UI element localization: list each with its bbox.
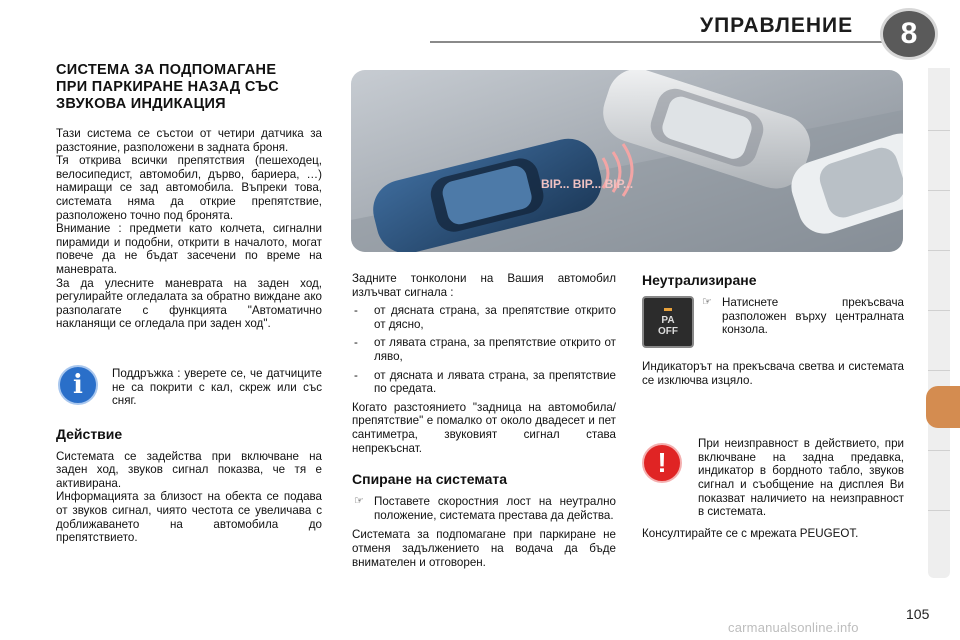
maintenance-note (56, 361, 322, 408)
tab-divider (928, 310, 950, 311)
action-paragraph: Системата се задейства при включване на заден ход, звуков сигнал показва, че тя е активирана. (56, 449, 322, 490)
parking-illustration (351, 70, 903, 252)
column-left (56, 62, 322, 545)
chapter-tab-active[interactable] (926, 386, 960, 428)
info-icon: i (58, 365, 98, 405)
tab-divider (928, 370, 950, 371)
section-title (56, 62, 322, 113)
deactivation-instruction-text: Натиснете прекъсвача разположен върху централната конзола. (722, 296, 904, 337)
sound-text: BIP... BIP... BIP... (541, 177, 634, 191)
consult-text: Консултирайте се с мрежата PEUGEOT. (642, 526, 859, 540)
responsibility-paragraph: Системата за подпомагане при паркиране не отменя задължението на водача да бъде внимателен и отговорен. (352, 528, 616, 569)
header-rule (430, 41, 900, 43)
deactivation-instruction (700, 296, 904, 337)
page-number: 105 (906, 606, 930, 622)
warning-icon: ! (642, 443, 682, 483)
button-label: PA (661, 314, 675, 326)
mirror-paragraph: За да улесните маневрата на заден ход, регулирайте огледалата за обратно виждане ако разполагате с функцията "Автоматично накланящи се огледала при заден ход". (56, 276, 322, 331)
warning-block (642, 437, 904, 519)
chapter-tab-strip (928, 68, 950, 578)
tab-divider (928, 190, 950, 191)
action-heading: Действие (56, 425, 123, 442)
chapter-title: УПРАВЛЕНИЕ (700, 14, 854, 37)
attention-paragraph: Внимание : предмети като колчета, сигнални пирамиди и подобни, открити в началото, могат повече да не бъдат засечени по време на маневрата. (56, 222, 322, 276)
speakers-paragraph: Задните тонколони на Вашия автомобил излъчват сигнала : (352, 272, 616, 299)
intro-paragraph: Тази система се състои от четири датчика за разстояние, разположени в задната броня. (56, 127, 322, 154)
parking-off-button[interactable] (642, 296, 694, 348)
list-item: - от дясната и лявата страна, за препятствие по средата. (352, 369, 616, 396)
speaker-side-list (352, 304, 616, 396)
distance-paragraph: Когато разстоянието "задница на автомобила/препятствие" е помалко от около двадесет и пет сантиметра, звуковият сигнал става непрекъснат. (352, 400, 616, 455)
section-title-line: ПРИ ПАРКИРАНЕ НАЗАД СЪС (56, 79, 280, 95)
pointing-hand-icon: ☞ (702, 296, 712, 308)
parking-scene-image (351, 70, 903, 252)
section-title-line: ЗВУКОВА ИНДИКАЦИЯ (56, 96, 226, 112)
stop-instruction (352, 495, 616, 522)
stop-heading: Спиране на системата (352, 471, 508, 488)
tab-divider (928, 510, 950, 511)
tab-divider (928, 250, 950, 251)
list-item: - от дясната страна, за препятствие открито от дясно, (352, 304, 616, 331)
indicator-paragraph: Индикаторът на прекъсвача светва и системата се изключва изцяло. (642, 360, 904, 387)
column-right (642, 272, 904, 540)
button-label: OFF (658, 325, 678, 337)
warning-text: При неизправност в действието, при включване на задна предавка, индикатор в бордното табло, звуков сигнал и съобщение на дисплея Ви показват наличието на неизправност в системата. (698, 437, 904, 519)
tab-divider (928, 450, 950, 451)
column-middle (352, 272, 616, 569)
tab-divider (928, 130, 950, 131)
pointing-hand-icon: ☞ (354, 495, 364, 508)
list-item: - от лявата страна, за препятствие открито от ляво, (352, 336, 616, 363)
stop-instruction-text: Поставете скоростния лост на неутрално положение, системата престава да действа. (374, 495, 616, 522)
deactivation-heading: Неутрализиране (642, 272, 757, 288)
maintenance-note-text: Поддръжка : уверете се, че датчиците не са покрити с кал, скреж или със сняг. (112, 366, 322, 408)
deactivation-block (642, 296, 904, 348)
proximity-paragraph: Информацията за близост на обекта се подава от звуков сигнал, чиято честота се увеличава с доближаването на автомобила до препятствието. (56, 490, 322, 545)
detection-paragraph: Тя открива всички препятствия (пешеходец, велосипедист, автомобил, дърво, бариера, …) намиращи се зад автомобила. Въпреки това, системата няма да открие препятствие, разположено точно под бронята. (56, 154, 322, 222)
indicator-led (664, 308, 672, 311)
watermark: carmanualsonline.info (728, 620, 859, 635)
chapter-number-badge: 8 (880, 8, 938, 60)
section-title-line: СИСТЕМА ЗА ПОДПОМАГАНЕ (56, 62, 277, 78)
